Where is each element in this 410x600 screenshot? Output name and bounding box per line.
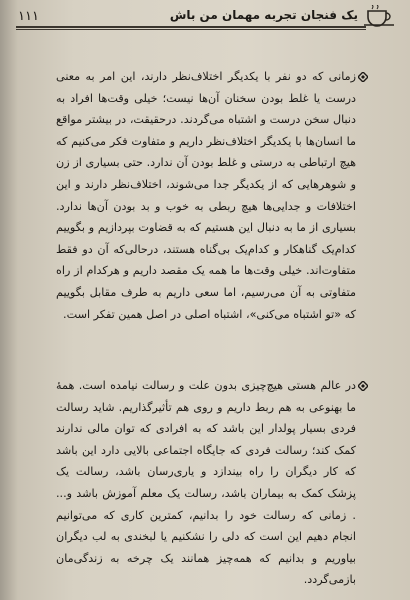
diamond-bullet-icon [358,72,368,82]
page-header [0,0,410,36]
running-title: یک فنجان تجربه مهمان من باش [169,8,358,22]
paragraph-2: در عالم هستی هیچ‌چیزی بدون علت و رسالت نیامده است. همهٔ ما بهنوعی به هم ربط داریم و روی هم تأثیرگذاریم. شاید رسالت فردی بسیار پولدار این باشد که به افرادی که توان مالی ندارند کمک کند؛ رسالت فردی که جایگاه اجتماعی بالایی دارد این باشد که کار دیگران را راه بیندازد و یاری‌رسان باشد، رسالت یک پزشک کمک به بیماران باشد، رسالت یک معلم آموزش باشد و... . زمانی که رسالت خود را بدانیم، کمترین کاری که می‌توانیم انجام دهیم این است که دلی را نشکنیم یا لبخندی به لب دیگران بیاوریم و بدانیم که همه‌چیز همانند یک چرخه به زندگی‌مان بازمی‌گردد. [56,379,356,587]
diamond-bullet-icon [358,381,368,391]
paragraph-1: زمانی که دو نفر با یکدیگر اختلاف‌نظر دارند، این امر به معنی درست یا غلط بودن سخنان آن‌ها نیست؛ خیلی وقت‌ها افراد به دنبال سخن درست و اشتباه می‌گردند. درحقیقت، در بیشتر مواقع ما انسان‌ها با یکدیگر اختلاف‌نظر داریم و متفاوت فکر می‌کنیم که هیچ ارتباطی به درستی و غلط بودن آن ندارد. حتی بسیاری از زن و شوهرهایی که از یکدیگر جدا می‌شوند، اختلاف‌نظر دارند و این اختلافات و جدایی‌ها هیچ ربطی به خوب و بد بودن آن‌ها ندارد. بسیاری از ما به دنبال این هستیم که به قضاوت بپردازیم و بگوییم کدام‌یک گناهکار و کدام‌یک بی‌گناه هستند، درحالی‌که آن دو فقط متفاوت‌اند. خیلی وقت‌ها ما همه یک مقصد داریم و هرکدام از راه متفاوتی به آن می‌رسیم، اما سعی داریم به طرف مقابل بگوییم که «تو اشتباه می‌کنی»، اشتباه اصلی در اصل همین تفکر است. [56,70,356,321]
page-number: ۱۱۱ [18,9,39,24]
cup-ornament-icon [362,5,402,27]
header-rule-thin [16,29,366,30]
binding-shadow [0,0,18,600]
header-rule [16,26,366,28]
